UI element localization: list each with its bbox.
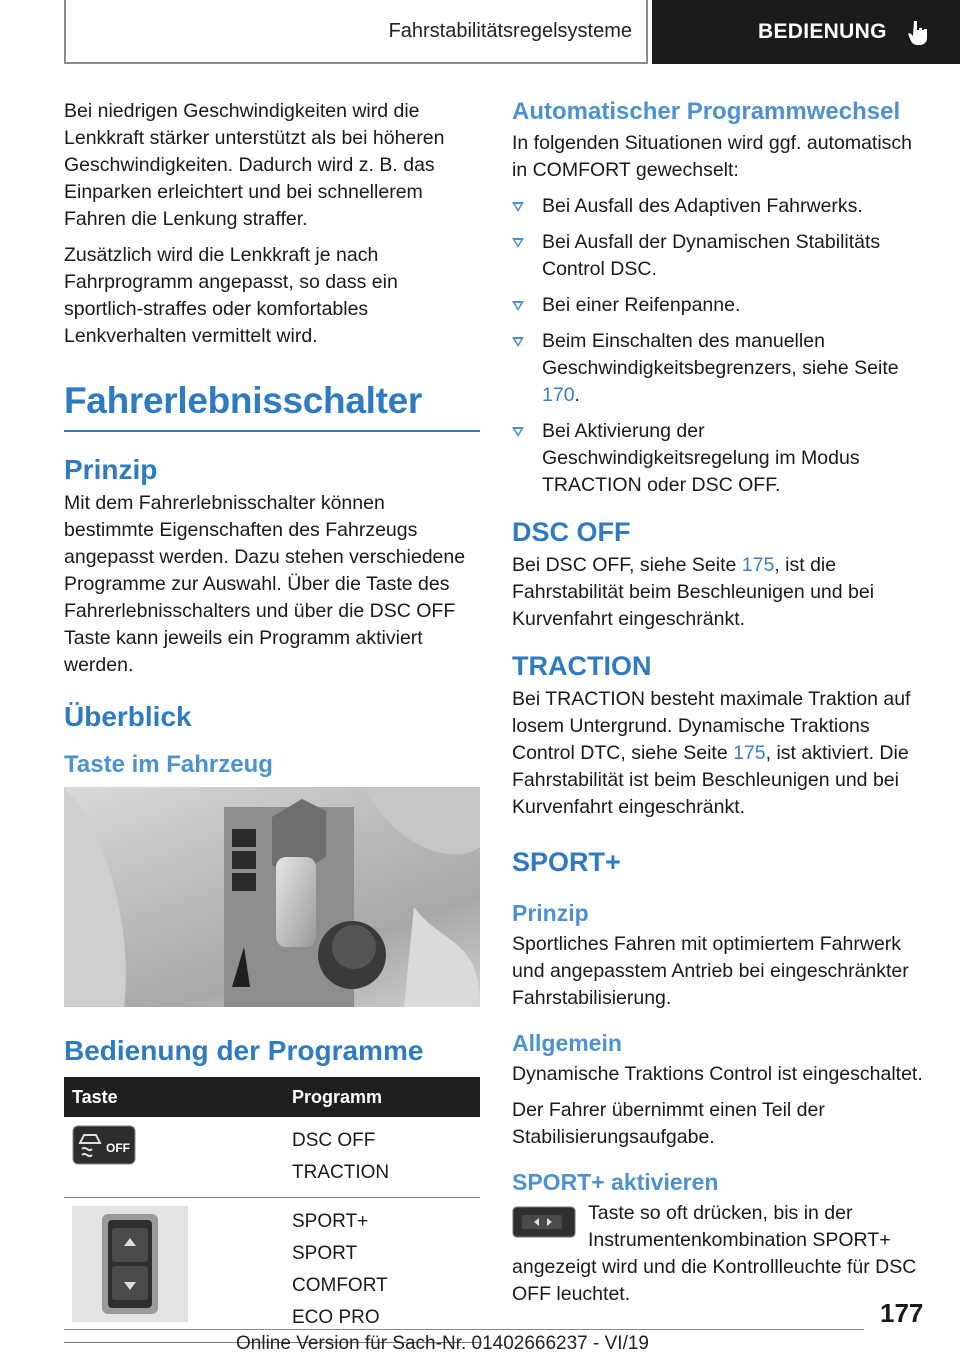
intro-paragraph-2: Zusätzlich wird die Lenkkraft je nach Fahrprogramm angepasst, so dass ein sportlich-straffes oder komfortables Lenkverhalten vermittelt wird.	[64, 244, 398, 347]
list-item: Bei einer Reifenpanne.	[512, 292, 928, 319]
sport-switch-button-icon	[512, 1206, 576, 1238]
dsc-off-button-cell	[64, 1117, 284, 1198]
header-chapter	[652, 0, 960, 64]
program-traction: TRACTION	[292, 1162, 390, 1183]
program-eco-pro: ECO PRO	[292, 1307, 380, 1328]
console-illustration	[64, 787, 480, 1007]
section-title-fahrerlebnisschalter: Fahrerlebnisschalter	[64, 380, 480, 432]
list-item: Bei Aktivierung der Geschwindigkeitsregelung im Modus TRACTION oder DSC OFF.	[512, 418, 928, 499]
right-column	[512, 98, 928, 1317]
sport-prinzip-text: Sportliches Fahren mit optimiertem Fahrwerk und angepasstem Antrieb bei eingeschränkter Fahrstabilisierung.	[512, 933, 909, 1009]
program-table	[64, 1077, 480, 1343]
auto-text: In folgenden Situationen wird ggf. automatisch in COMFORT gewechselt:	[512, 132, 913, 181]
arrow-bullet-icon	[512, 427, 524, 437]
subsection-bedienung-der-programme: Bedienung der Programme	[64, 1035, 424, 1066]
subsection-sport-plus: SPORT+	[512, 847, 621, 877]
auto-conditions-list	[512, 193, 928, 499]
header-section-title: Fahrstabilitätsregelsysteme	[388, 19, 632, 42]
program-dsc-off: DSC OFF	[292, 1130, 376, 1151]
header-section	[64, 0, 648, 64]
intro-paragraph-1: Bei niedrigen Geschwindigkeiten wird die Lenkkraft stärker unterstützt als bei höheren Geschwindigkeiten. Dadurch wird z. B. das Einparken erleichtert und bei schnellerem Fahren die Lenkung straffer.	[64, 100, 445, 230]
pointing-hand-icon	[907, 19, 931, 45]
page-link-175[interactable]: 175	[733, 742, 766, 764]
page-link-170[interactable]: 170	[542, 384, 575, 406]
table-row	[64, 1117, 480, 1198]
table-header-taste: Taste	[64, 1077, 284, 1117]
subsection-allgemein: Allgemein	[512, 1030, 622, 1056]
traction-text: Bei TRACTION besteht maximale Traktion auf losem Untergrund. Dynamische Traktions Control DTC, siehe Seite 175, ist aktiviert. Die Fahrstabilität ist beim Beschleunigen und bei Kurvenfahrt eingeschränkt.	[512, 688, 911, 818]
subsection-dsc-off: DSC OFF	[512, 517, 631, 547]
subsection-taste-im-fahrzeug: Taste im Fahrzeug	[64, 751, 273, 778]
dsc-off-icon-label: OFF	[106, 1141, 130, 1155]
header-chapter-title: BEDIENUNG	[758, 20, 887, 43]
allgemein-text-2: Der Fahrer übernimmt einen Teil der Stabilisierungsaufgabe.	[512, 1099, 825, 1148]
subsection-sport-prinzip: Prinzip	[512, 900, 589, 926]
page-link-175[interactable]: 175	[741, 554, 775, 576]
footer-text: Online Version für Sach-Nr. 01402666237 - VI/19	[236, 1333, 649, 1354]
subsection-sport-plus-aktivieren: SPORT+ aktivieren	[512, 1169, 719, 1195]
program-sport: SPORT	[292, 1243, 358, 1264]
list-item: Beim Einschalten des manuellen Geschwindigkeitsbegrenzers, siehe Seite 170.	[512, 328, 928, 409]
subsection-traction: TRACTION	[512, 651, 652, 681]
program-list-modes	[284, 1198, 480, 1343]
left-column	[64, 98, 480, 1343]
driving-experience-switch-icon	[72, 1206, 188, 1322]
driving-experience-switch-cell	[64, 1198, 284, 1343]
table-row	[64, 1198, 480, 1343]
arrow-bullet-icon	[512, 337, 524, 347]
program-comfort: COMFORT	[292, 1275, 388, 1296]
page-number: 177	[880, 1298, 924, 1328]
aktivieren-text: Taste so oft drücken, bis in der Instrumentenkombination SPORT+ angezeigt wird und die Kontrollleuchte für DSC OFF leuchtet.	[512, 1202, 917, 1305]
program-sport-plus: SPORT+	[292, 1211, 369, 1232]
program-list-dsc	[284, 1117, 480, 1198]
dsc-off-text: Bei DSC OFF, siehe Seite 175, ist die Fahrstabilität beim Beschleunigen und bei Kurvenfahrt eingeschränkt.	[512, 554, 875, 630]
arrow-bullet-icon	[512, 202, 524, 212]
subsection-automatischer-programmwechsel: Automatischer Programmwechsel	[512, 98, 901, 125]
footer-divider	[64, 1329, 864, 1330]
arrow-bullet-icon	[512, 238, 524, 248]
allgemein-text-1: Dynamische Traktions Control ist eingeschaltet.	[512, 1063, 923, 1085]
subsection-ueberblick: Überblick	[64, 701, 192, 732]
arrow-bullet-icon	[512, 301, 524, 311]
list-item: Bei Ausfall des Adaptiven Fahrwerks.	[512, 193, 928, 220]
table-header-programm: Programm	[284, 1077, 480, 1117]
dsc-off-button-icon	[72, 1125, 136, 1165]
vehicle-console-photo	[64, 787, 480, 1007]
subsection-prinzip: Prinzip	[64, 454, 158, 485]
prinzip-text: Mit dem Fahrerlebnisschalter können bestimmte Eigenschaften des Fahrzeugs angepasst werden. Dazu stehen verschiedene Programme zur Auswahl. Über die Taste des Fahrerlebnisschalters und über die DSC OFF Taste kann jeweils ein Programm aktiviert werden.	[64, 492, 466, 676]
list-item: Bei Ausfall der Dynamischen Stabilitäts Control DSC.	[512, 229, 928, 283]
